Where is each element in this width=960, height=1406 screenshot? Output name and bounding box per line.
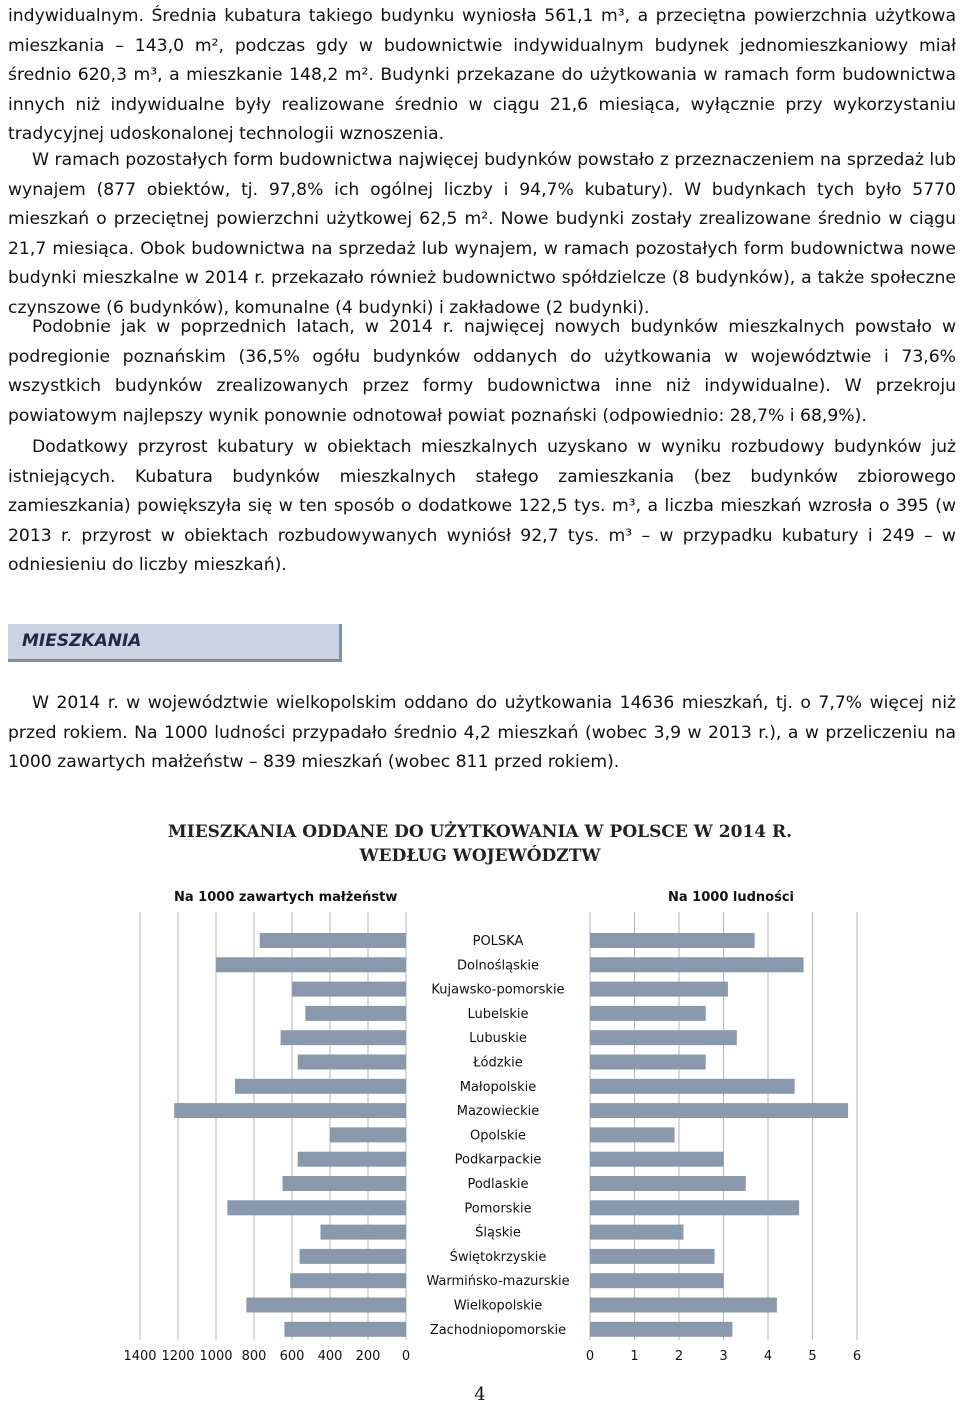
right-tick-label: 2	[674, 1349, 684, 1364]
page-number: 4	[474, 1384, 486, 1405]
left-tick-label: 800	[241, 1349, 267, 1364]
right-tick-label: 6	[852, 1349, 862, 1364]
category-label: Małopolskie	[459, 1079, 537, 1095]
category-label: Lubelskie	[467, 1006, 529, 1022]
right-bar	[590, 1225, 683, 1240]
left-bar	[227, 1200, 406, 1215]
left-tick-label: 0	[401, 1349, 411, 1364]
paragraph-3: Podobnie jak w poprzednich latach, w 2014 r. najwięcej nowych budynków mieszkalnych powstało w podregionie poznańskim (36,5% ogółu budynków oddanych do użytkowania w województwie i 73,6% wszystkich budynków zrealizowanych przez formy budownictwa inne niż indywidualne). W przekroju powiatowym najlepszy wynik ponownie odnotował powiat poznański (odpowiednio: 28,7% i 68,9%).	[8, 317, 956, 426]
section-heading: MIESZKANIA	[22, 631, 142, 651]
right-bar	[590, 1322, 732, 1337]
left-bar	[174, 1103, 406, 1118]
right-panel-label: Na 1000 ludności	[668, 890, 794, 905]
left-tick-label: 200	[355, 1349, 381, 1364]
right-bar	[590, 982, 728, 997]
right-bar	[590, 1055, 706, 1070]
left-bar	[298, 1152, 406, 1167]
category-label: Podlaskie	[467, 1177, 529, 1192]
category-label: Zachodniopomorskie	[429, 1322, 567, 1338]
paragraph-4: Dodatkowy przyrost kubatury w obiektach mieszkalnych uzyskano w wyniku rozbudowy budynków już istniejących. Kubatura budynków mieszkalnych stałego zamieszkania (bez budynków zbiorowego zamieszkania) powiększyła się w ten sposób o dodatkowe 122,5 tys. m³, a liczba mieszkań wzrosła o 395 (w 2013 r. przyrost w obiektach rozbudowywanych wyniósł 92,7 tys. m³ – w przypadku kubatury i 249 – w odniesieniu do liczby mieszkań).	[8, 437, 956, 575]
right-bar	[590, 1273, 724, 1288]
right-bar	[590, 1298, 777, 1313]
right-bar	[590, 1006, 706, 1021]
category-label: Łódzkie	[473, 1055, 523, 1071]
left-bar	[235, 1079, 406, 1094]
right-tick-label: 5	[808, 1349, 817, 1364]
left-bar	[260, 933, 406, 948]
left-bar	[281, 1030, 406, 1045]
left-tick-label: 600	[279, 1349, 305, 1364]
left-bar	[216, 957, 406, 972]
category-label: Kujawsko-pomorskie	[431, 982, 565, 998]
right-bar	[590, 1030, 737, 1045]
left-bar	[290, 1273, 406, 1288]
right-tick-label: 0	[585, 1349, 595, 1364]
right-bar	[590, 1152, 724, 1167]
right-tick-label: 3	[719, 1349, 728, 1364]
left-bar	[321, 1225, 407, 1240]
paragraph-5: W 2014 r. w województwie wielkopolskim oddano do użytkowania 14636 mieszkań, tj. o 7,7% więcej niż przed rokiem. Na 1000 ludności przypadało średnio 4,2 mieszkań (wobec 3,9 w 2013 r.), a w przeliczeniu na 1000 zawartych małżeństw – 839 mieszkań (wobec 811 przed rokiem).	[8, 693, 956, 772]
left-bar	[292, 982, 406, 997]
left-tick-label: 1200	[161, 1349, 195, 1364]
right-bar	[590, 933, 755, 948]
right-tick-label: 4	[763, 1349, 773, 1364]
left-bar	[330, 1127, 406, 1142]
category-label: Mazowieckie	[456, 1104, 540, 1120]
category-label: Świętokrzyskie	[449, 1249, 547, 1265]
category-label: Pomorskie	[464, 1201, 532, 1217]
chart-title-line-2: WEDŁUG WOJEWÓDZTW	[359, 846, 601, 866]
left-bar	[246, 1298, 406, 1313]
right-bar	[590, 1200, 799, 1215]
category-label: POLSKA	[472, 934, 524, 949]
left-tick-label: 400	[317, 1349, 343, 1364]
paragraph-1: indywidualnym. Średnia kubatura takiego budynku wyniosła 561,1 m³, a przeciętna powierzchnia użytkowa mieszkania – 143,0 m², podczas gdy w budownictwie indywidualnym budynek jednomieszkaniowy miał średnio 620,3 m³, a mieszkanie 148,2 m². Budynki przekazane do użytkowania w ramach form budownictwa innych niż indywidualne były realizowane średnio w ciągu 21,6 miesiąca, wyłącznie przy wykorzystaniu tradycyjnej udoskonalonej technologii wznoszenia.	[8, 6, 956, 144]
right-bar	[590, 957, 804, 972]
left-bar	[283, 1176, 407, 1191]
category-label: Lubuskie	[469, 1031, 527, 1047]
bar-chart	[0, 910, 960, 1370]
right-bar	[590, 1249, 715, 1264]
right-bar	[590, 1079, 795, 1094]
section-heading-box	[8, 624, 342, 662]
category-label: Warmińsko-mazurskie	[426, 1274, 570, 1290]
category-label: Opolskie	[470, 1128, 526, 1144]
right-bar	[590, 1103, 848, 1118]
left-tick-label: 1400	[123, 1349, 157, 1364]
left-panel-label: Na 1000 zawartych małżeństw	[174, 890, 398, 905]
chart-title-line-1: MIESZKANIA ODDANE DO UŻYTKOWANIA W POLSCE W 2014 R.	[167, 822, 793, 842]
category-label: Śląskie	[475, 1225, 521, 1241]
left-bar	[305, 1006, 406, 1021]
paragraph-2: W ramach pozostałych form budownictwa najwięcej budynków powstało z przeznaczeniem na sprzedaż lub wynajem (877 obiektów, tj. 97,8% ich ogólnej liczby i 94,7% kubatury). W budynkach tych było 5770 mieszkań o przeciętnej powierzchni użytkowej 62,5 m². Nowe budynki zostały zrealizowane średnio w ciągu 21,7 miesiąca. Obok budownictwa na sprzedaż lub wynajem, w ramach pozostałych form budownictwa nowe budynki mieszkalne w 2014 r. przekazało również budownictwo spółdzielcze (8 budynków), a także społeczne czynszowe (6 budynków), komunalne (4 budynki) i zakładowe (2 budynki).	[8, 150, 956, 318]
left-bar	[300, 1249, 406, 1264]
right-tick-label: 1	[630, 1349, 639, 1364]
left-bar	[284, 1322, 406, 1337]
category-label: Podkarpackie	[454, 1152, 542, 1168]
category-label: Dolnośląskie	[456, 958, 540, 974]
left-bar	[298, 1055, 406, 1070]
right-bar	[590, 1127, 675, 1142]
category-label: Wielkopolskie	[453, 1298, 543, 1314]
left-tick-label: 1000	[199, 1349, 233, 1364]
right-bar	[590, 1176, 746, 1191]
